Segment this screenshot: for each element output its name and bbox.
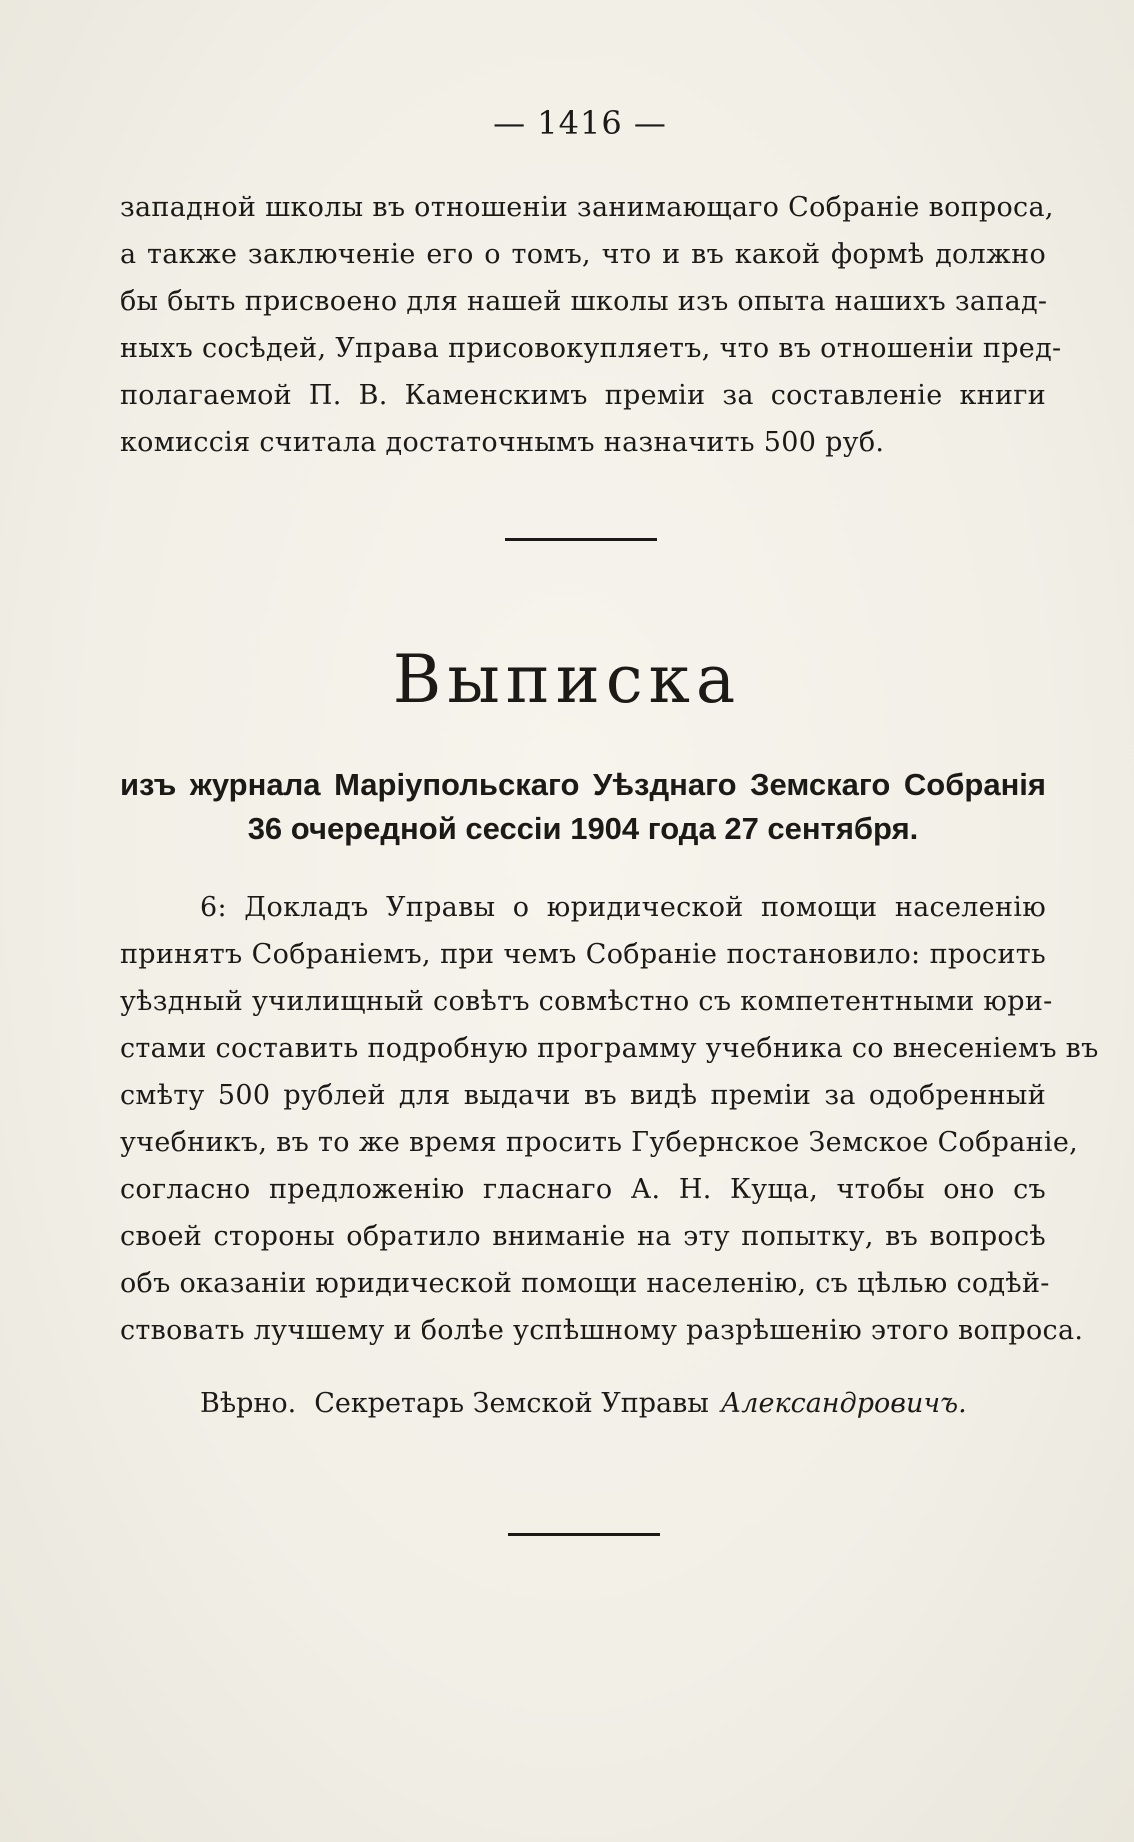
text-line: полагаемой П. В. Каменскимъ преміи за составленіе книги xyxy=(120,380,1046,411)
text-line: объ оказаніи юридической помощи населенію, съ цѣлью содѣй- xyxy=(120,1268,1050,1299)
text-line: комиссія считала достаточнымъ назначить 500 руб. xyxy=(120,427,885,458)
document-subtitle-date: 36 очередной сессіи 1904 года 27 сентября. xyxy=(247,811,919,846)
text-line: согласно предложенію гласнаго А. Н. Куща, чтобы оно съ xyxy=(120,1174,1046,1205)
text-line: учебникъ, въ то же время просить Губернское Земское Собраніе, xyxy=(120,1127,1079,1158)
page-number: — 1416 — xyxy=(493,104,667,142)
text-line: смѣту 500 рублей для выдачи въ видѣ преміи за одобренный xyxy=(120,1080,1046,1111)
body-paragraph xyxy=(120,884,1099,1354)
signatory-role: Секретарь Земской Управы xyxy=(314,1388,709,1419)
top-paragraph xyxy=(120,184,1062,466)
signature-line xyxy=(200,1380,967,1427)
text-line: стами составить подробную программу учебника со внесеніемъ въ xyxy=(120,1033,1099,1064)
section-divider xyxy=(505,538,657,541)
text-line: уѣздный училищный совѣтъ совмѣстно съ компетентными юри- xyxy=(120,986,1053,1017)
section-divider xyxy=(508,1533,660,1536)
document-subtitle: изъ журнала Маріупольскаго Уѣзднаго Земскаго Собранія xyxy=(120,767,1046,802)
text-line: западной школы въ отношеніи занимающаго Собраніе вопроса, xyxy=(120,192,1054,223)
verified-label: Вѣрно. xyxy=(200,1388,297,1419)
signatory-name: Александровичъ. xyxy=(720,1388,967,1419)
text-line: своей стороны обратило вниманіе на эту попытку, въ вопросѣ xyxy=(120,1221,1046,1252)
text-line: ныхъ сосѣдей, Управа присовокупляетъ, что въ отношеніи пред- xyxy=(120,333,1062,364)
text-line: принятъ Собраніемъ, при чемъ Собраніе постановило: просить xyxy=(120,939,1046,970)
document-title: Выписка xyxy=(392,641,742,718)
text-line: бы быть присвоено для нашей школы изъ опыта нашихъ запад- xyxy=(120,286,1048,317)
text-line: ствовать лучшему и болѣе успѣшному разрѣшенію этого вопроса. xyxy=(120,1315,1084,1346)
text-line: 6: Докладъ Управы о юридической помощи населенію xyxy=(200,892,1046,923)
text-line: а также заключеніе его о томъ, что и въ какой формѣ должно xyxy=(120,239,1046,270)
